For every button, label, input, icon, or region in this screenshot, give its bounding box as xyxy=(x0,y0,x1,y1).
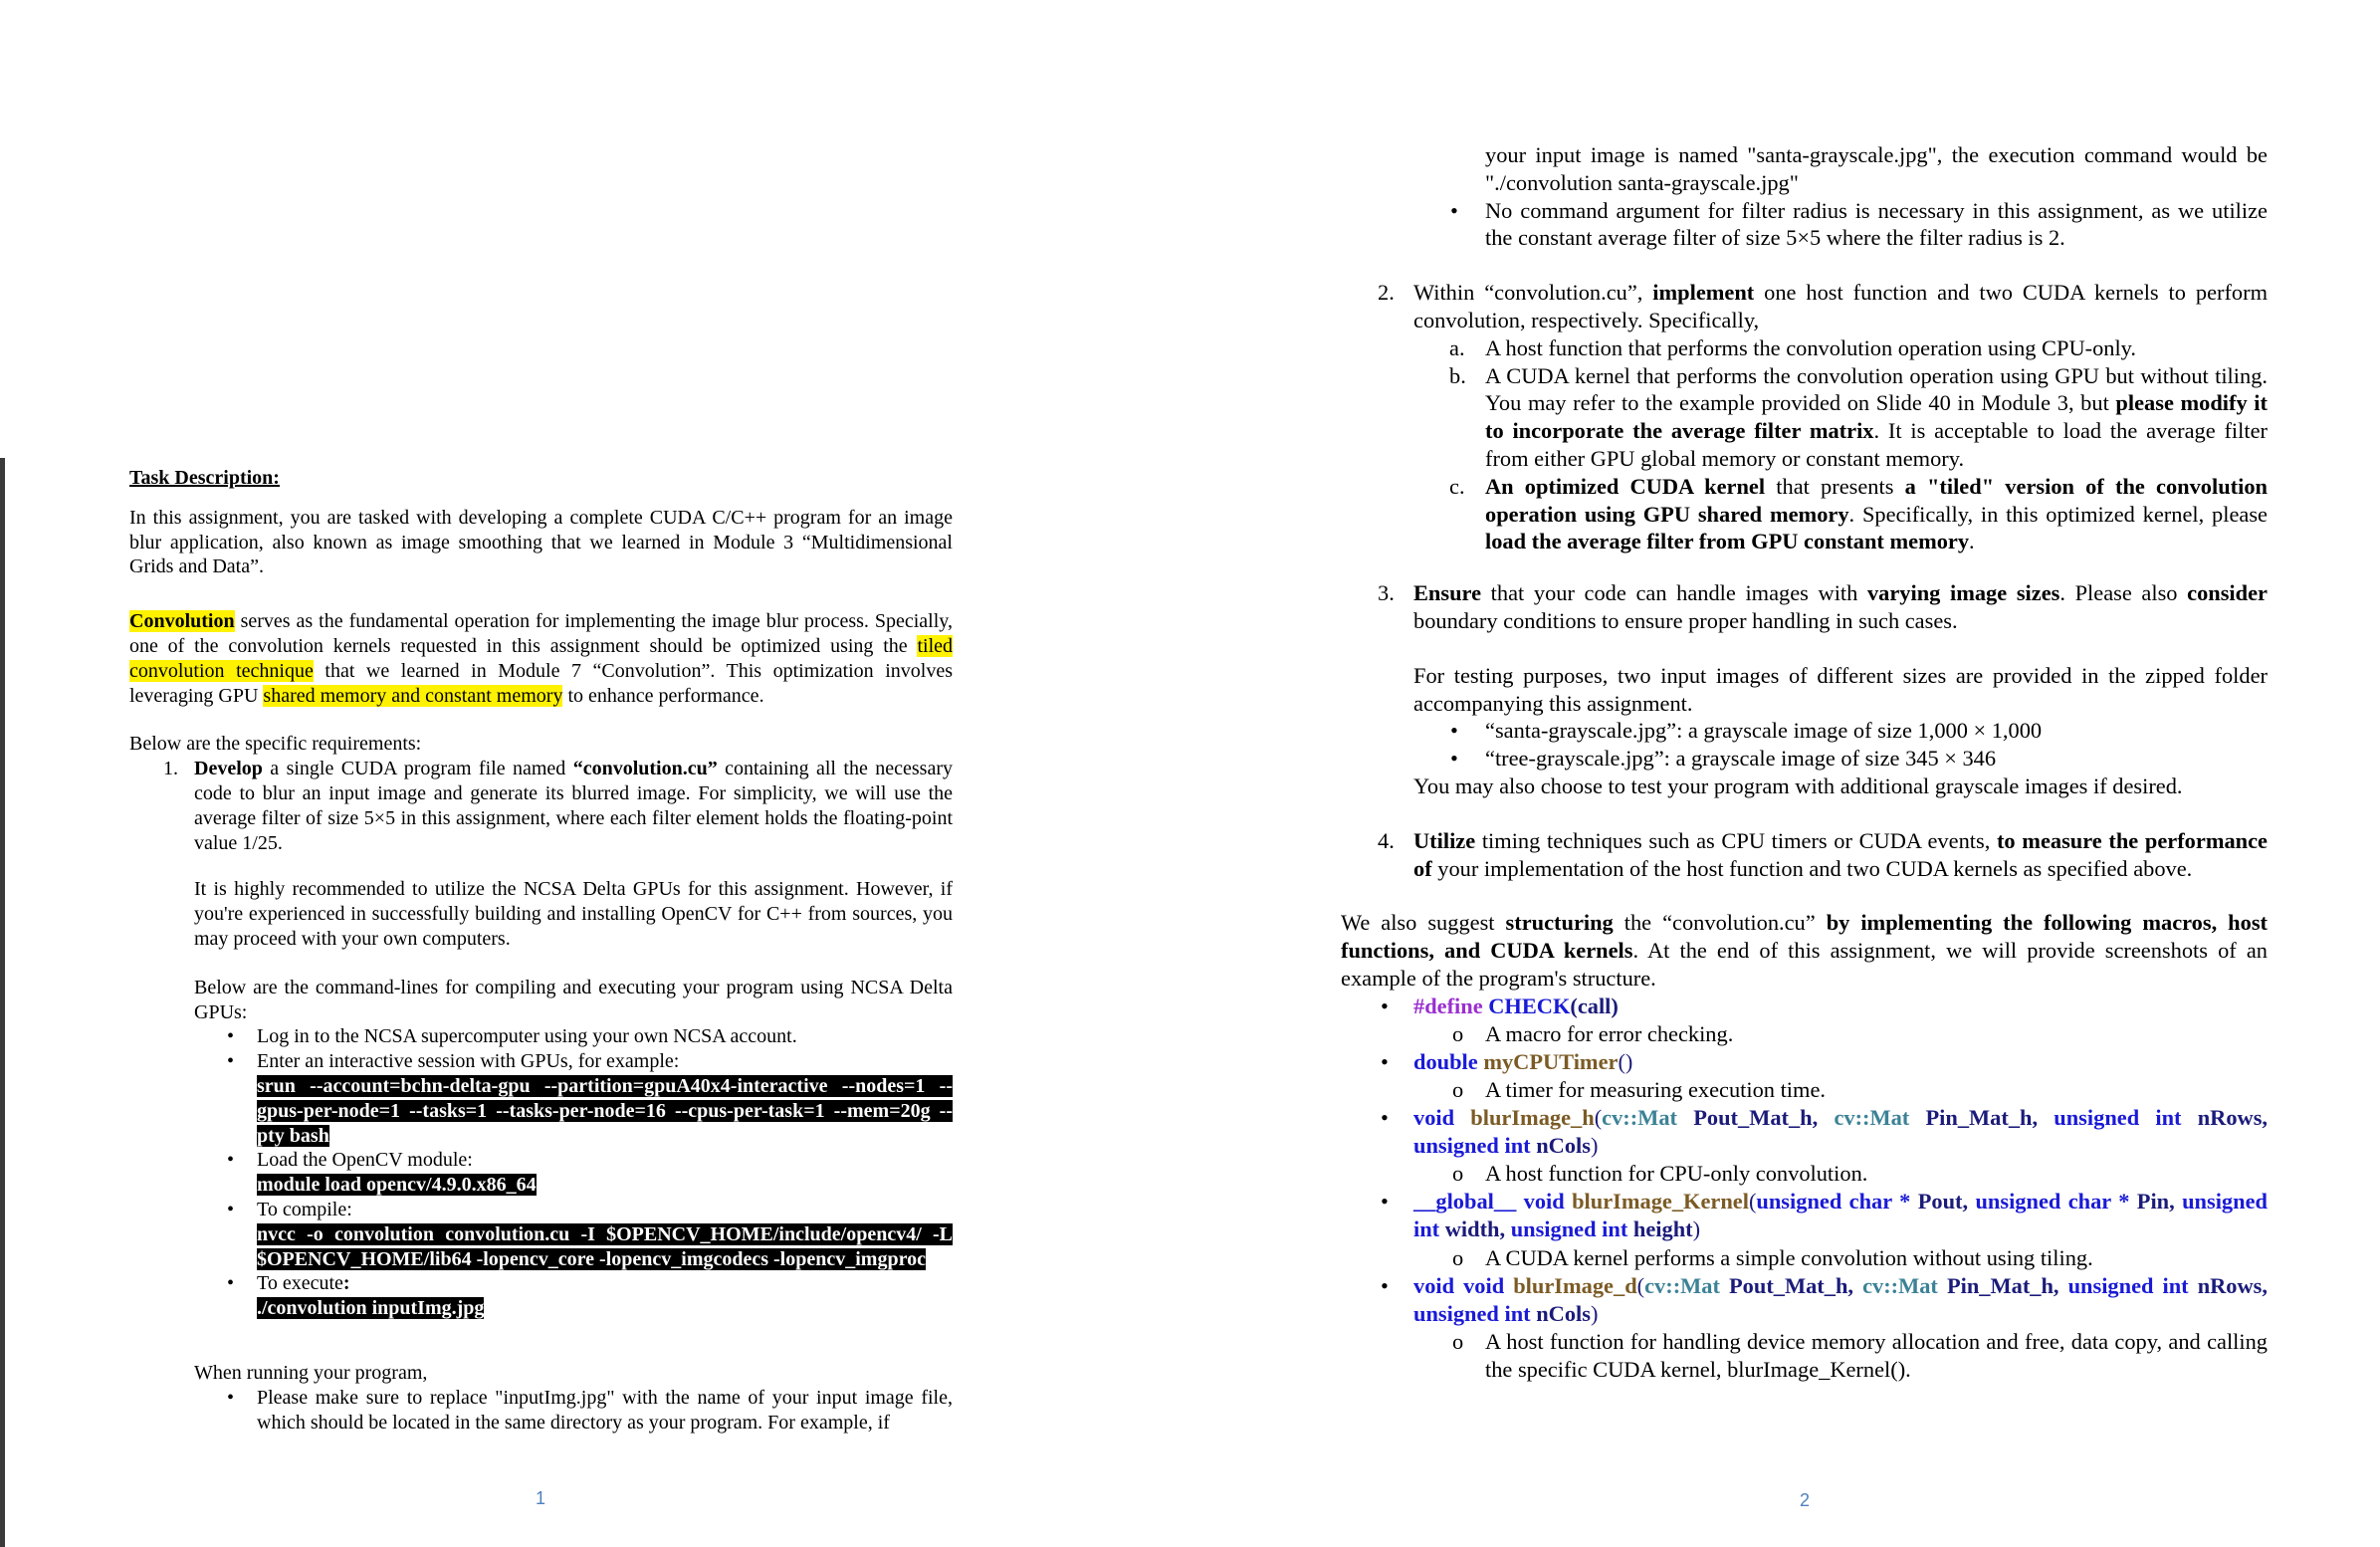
text-run: A timer for measuring execution time. xyxy=(1485,1077,1826,1102)
text-run: “santa-grayscale.jpg”: a grayscale image of size 1,000 × 1,000 xyxy=(1485,718,2043,744)
text-run: ( xyxy=(1594,1105,1603,1131)
list-number: 4. xyxy=(1378,827,1395,853)
execution-example-continued xyxy=(1341,141,2268,197)
text-run: ) xyxy=(1590,1133,1599,1159)
text-run: No command argument for filter radius is necessary in this assignment, as we utilize the constant average filter of size 5×5 where the filter radius is 2. xyxy=(1485,197,2268,251)
list-item xyxy=(1341,1048,2268,1104)
text-run: Utilize xyxy=(1413,827,1476,853)
text-run: cv::Mat xyxy=(1862,1272,1938,1298)
text-run: blurImage_h xyxy=(1454,1105,1595,1131)
text-run: For testing purposes, two input images of different sizes are provided in the zipped folder accompanying this assignment. xyxy=(1413,662,2268,716)
list-item xyxy=(1341,717,2268,745)
blur-kernel-description xyxy=(1485,1244,2268,1272)
text-run: ( xyxy=(1748,1189,1757,1215)
text-run: Pout_Mat_h, xyxy=(1719,1272,1863,1298)
requirement-4-text xyxy=(1413,827,2268,883)
list-item xyxy=(1341,1104,2268,1188)
step-execute xyxy=(257,1271,953,1296)
check-macro-description xyxy=(1485,1020,2268,1048)
sub-bullet-icon: o xyxy=(1452,1244,1464,1270)
sub-bullet-icon: o xyxy=(1452,1077,1464,1102)
text-run: your implementation of the host function and two CUDA kernels as specified above. xyxy=(1431,855,2193,881)
nvcc-command[interactable] xyxy=(257,1222,953,1272)
page-number-2: 2 xyxy=(1800,1490,1811,1510)
requirements-intro xyxy=(129,732,953,757)
text-run: Convolution xyxy=(129,610,235,633)
text-run: unsigned int xyxy=(1510,1216,1628,1242)
text-run: one host function and two CUDA kernels to perform convolution, respectively. Specifically, xyxy=(1413,280,2268,332)
bullet-icon: • xyxy=(227,1050,235,1073)
step-login xyxy=(257,1024,953,1049)
additional-images-note xyxy=(1341,773,2268,800)
code-text: module load opencv/4.9.0.x86_64 xyxy=(257,1174,537,1197)
list-item xyxy=(1341,993,2268,1048)
text-run: . At the end of this assignment, we will provide screenshots of an example of the program's structure. xyxy=(1341,938,2268,991)
execute-command[interactable] xyxy=(257,1296,953,1321)
text-run: Enter an interactive session with GPUs, for example: xyxy=(257,1050,680,1073)
text-run: varying image sizes xyxy=(1866,580,2060,606)
text-run: blurImage_d xyxy=(1504,1272,1637,1298)
convolution-paragraph xyxy=(129,609,953,708)
text-run: Task Description: xyxy=(129,467,280,489)
text-run: that we learned in Module 7 “Convolution”. This optimization involves leveraging GPU xyxy=(129,659,953,707)
when-running-paragraph xyxy=(129,1361,953,1386)
task-description-heading xyxy=(129,466,953,491)
text-run: A host function that performs the convolution operation using CPU-only. xyxy=(1485,334,2137,360)
requirement-2-subitems xyxy=(1341,334,2268,555)
requirement-1 xyxy=(129,757,953,855)
list-item xyxy=(1341,197,2268,253)
list-item xyxy=(129,1148,953,1198)
text-run: please modify it to incorporate the average filter matrix xyxy=(1485,390,2268,444)
text-run: It is highly recommended to utilize the NCSA Delta GPUs for this assignment. However, if you're experienced in successfully building and installing OpenCV for C++ from sources, you may proceed with your own computers. xyxy=(194,878,953,950)
tree-image-info xyxy=(1485,745,2268,773)
bullet-icon: • xyxy=(1450,197,1458,223)
text-run: cv:: xyxy=(1602,1105,1638,1131)
text-run: To execute xyxy=(257,1272,343,1295)
text-run: nCols xyxy=(1530,1300,1591,1326)
text-run: Pout, xyxy=(1910,1189,1976,1215)
text-run: We also suggest xyxy=(1341,910,1506,936)
text-run: . Please also xyxy=(2059,580,2188,606)
text-run: to measure the performance of xyxy=(1413,827,2268,881)
santa-image-info xyxy=(1485,717,2268,745)
text-run: “convolution.cu” xyxy=(572,758,718,780)
bullet-icon: • xyxy=(1381,1272,1389,1298)
text-run: cv::Mat xyxy=(1834,1105,1910,1131)
list-item xyxy=(1413,1020,2268,1048)
page-1 xyxy=(129,466,953,1435)
text-run: nRows, xyxy=(2181,1105,2269,1131)
intro-paragraph xyxy=(129,506,953,579)
text-run: Load the OpenCV module: xyxy=(257,1149,473,1172)
text-run: load the average filter from GPU constant memory xyxy=(1485,529,1970,554)
code-text: srun --account=bchn-delta-gpu --partition=gpuA40x4-interactive --nodes=1 --gpus-per-node=1 --tasks=1 --tasks-per-node=16 --cpus-per-task=1 --mem=20g --pty bash xyxy=(257,1074,953,1147)
requirement-3-text xyxy=(1413,579,2268,635)
requirement-2b-text xyxy=(1485,362,2268,473)
text-run: tiled convolution technique xyxy=(129,634,953,682)
srun-command[interactable] xyxy=(257,1074,953,1148)
text-run: (call) xyxy=(1570,993,1619,1018)
text-run: unsigned char * xyxy=(1975,1189,2130,1215)
list-item xyxy=(1413,1328,2268,1384)
text-run: Pin, xyxy=(2129,1189,2183,1215)
requirement-2a-text xyxy=(1485,334,2268,362)
text-run: Below are the specific requirements: xyxy=(129,733,422,756)
step-compile xyxy=(257,1198,953,1222)
text-run: unsigned int xyxy=(2054,1105,2182,1131)
testing-paragraph xyxy=(1341,662,2268,718)
blur-device-description xyxy=(1485,1328,2268,1384)
module-command[interactable] xyxy=(257,1173,953,1198)
list-item xyxy=(129,1386,953,1436)
text-run: A CUDA kernel performs a simple convolution without using tiling. xyxy=(1485,1244,2093,1270)
bullet-icon: • xyxy=(1381,1105,1389,1131)
sub-bullet-icon: o xyxy=(1452,1328,1464,1354)
text-run: Mat xyxy=(1637,1105,1678,1131)
text-run: double xyxy=(1413,1048,1478,1074)
blur-device-signature xyxy=(1413,1272,2268,1328)
text-run: timing techniques such as CPU timers or CUDA events, xyxy=(1475,827,1997,853)
test-images-list xyxy=(1341,717,2268,773)
bullet-icon: • xyxy=(1450,746,1458,772)
list-letter: c. xyxy=(1449,473,1465,499)
text-run: implement xyxy=(1652,280,1755,306)
list-item xyxy=(129,1198,953,1271)
list-item xyxy=(1341,745,2268,773)
bullet-icon: • xyxy=(227,1025,235,1048)
structure-suggestion-paragraph xyxy=(1341,909,2268,992)
requirement-2 xyxy=(1341,279,2268,334)
text-run: ( xyxy=(1636,1272,1645,1298)
code-text: nvcc -o convolution convolution.cu -I $OPENCV_HOME/include/opencv4/ -L $OPENCV_HOME/lib64 -lopencv_core -lopencv_imgcodecs -lopencv_imgproc xyxy=(257,1222,953,1270)
text-run: “tree-grayscale.jpg”: a grayscale image of size 345 × 346 xyxy=(1485,746,1997,772)
text-run: structuring xyxy=(1505,910,1614,936)
check-macro-signature xyxy=(1413,993,2268,1020)
text-run: CHECK xyxy=(1482,993,1571,1018)
text-run: A macro for error checking. xyxy=(1485,1020,1734,1046)
list-item xyxy=(129,1049,953,1148)
bullet-icon: • xyxy=(1381,1189,1389,1215)
text-run: myCPUTimer xyxy=(1477,1048,1619,1074)
text-run: consider xyxy=(2187,580,2268,606)
sub-bullet-icon: o xyxy=(1452,1161,1464,1187)
text-run: A CUDA kernel that performs the convolution operation using GPU but without tiling. You may refer to the example provided on Slide 40 in Module 3, but xyxy=(1485,362,2268,416)
text-run: a single CUDA program file named xyxy=(262,758,573,780)
text-run: Log in to the NCSA supercomputer using your own NCSA account. xyxy=(257,1025,797,1048)
text-run: #define xyxy=(1413,993,1483,1018)
text-run: your input image is named "santa-grayscale.jpg", the execution command would be "./convolution santa-grayscale.jpg" xyxy=(1485,142,2268,195)
text-run: that presents xyxy=(1765,473,1905,499)
list-item xyxy=(1341,1272,2268,1384)
text-run: An optimized CUDA kernel xyxy=(1485,473,1766,499)
text-run: When running your program, xyxy=(194,1361,428,1384)
step-load-module xyxy=(257,1148,953,1173)
text-run: by implementing the following macros, host functions, and CUDA kernels xyxy=(1341,910,2269,964)
bullet-icon: • xyxy=(227,1198,235,1220)
page-2 xyxy=(1341,141,2268,1384)
text-run: . Specifically, in this optimized kernel, please xyxy=(1848,501,2268,527)
list-item xyxy=(129,1271,953,1321)
recommendation-paragraph xyxy=(129,877,953,951)
text-run: containing all the necessary code to blur an input image and generate its blurred image. For simplicity, we will use the average filter of size 5×5 in this assignment, where each filter element holds the floating-point value 1/25. xyxy=(194,758,953,854)
text-run: . xyxy=(1969,529,1975,554)
bullet-icon: • xyxy=(227,1272,235,1295)
text-run: unsigned int xyxy=(1413,1300,1531,1326)
command-lines-paragraph xyxy=(129,976,953,1025)
list-item xyxy=(1341,334,2268,362)
page-number-1: 1 xyxy=(536,1488,546,1508)
text-run: that your code can handle images with xyxy=(1481,580,1867,606)
text-run: Please make sure to replace "inputImg.jpg" with the name of your input image file, which should be located in the same directory as your program. For example, if xyxy=(257,1386,953,1434)
text-run: serves as the fundamental operation for implementing the image blur process. Specially, one of the convolution kernels requested in this assignment should be optimized using the xyxy=(129,610,953,657)
text-run: __global__ void xyxy=(1413,1189,1565,1215)
bullet-icon: • xyxy=(227,1386,235,1409)
blur-host-signature xyxy=(1413,1104,2268,1160)
text-run: boundary conditions to ensure proper handling in such cases. xyxy=(1413,607,1958,633)
text-run: ) xyxy=(1692,1216,1701,1242)
blur-kernel-signature xyxy=(1413,1188,2268,1243)
list-number: 3. xyxy=(1378,580,1395,606)
text-run: nRows, xyxy=(2188,1272,2268,1298)
text-run: . It is acceptable to load the average filter from either GPU global memory or constant memory. xyxy=(1485,418,2268,471)
list-item xyxy=(1341,362,2268,473)
bullet-icon: • xyxy=(1381,1048,1389,1074)
list-item xyxy=(1413,1244,2268,1272)
bullet-icon: • xyxy=(227,1149,235,1172)
text-run: Ensure xyxy=(1413,580,1482,606)
blur-host-description xyxy=(1485,1160,2268,1188)
text-run: height xyxy=(1627,1216,1693,1242)
sub-bullet-icon: o xyxy=(1452,1020,1464,1046)
list-item xyxy=(1341,473,2268,555)
replace-input-note xyxy=(257,1386,953,1436)
window-edge-bar xyxy=(0,458,5,1547)
program-structure-list xyxy=(1341,993,2268,1384)
text-run: shared memory and constant memory xyxy=(263,684,563,707)
text-run: unsigned int xyxy=(1413,1189,2268,1242)
text-run: the “convolution.cu” xyxy=(1613,910,1827,936)
text-run: cv::Mat xyxy=(1644,1272,1720,1298)
text-run: Develop xyxy=(194,758,263,780)
text-run: Pout_Mat_h, xyxy=(1677,1105,1835,1131)
text-run: To compile: xyxy=(257,1198,352,1220)
text-run: void void xyxy=(1413,1272,1505,1298)
filter-radius-note xyxy=(1485,197,2268,253)
list-letter: b. xyxy=(1449,362,1466,388)
text-run: A host function for handling device memory allocation and free, data copy, and calling the specific CUDA kernel, blurImage_Kernel(). xyxy=(1485,1328,2268,1382)
text-run: width, xyxy=(1439,1216,1511,1242)
text-run: unsigned int xyxy=(1413,1133,1531,1159)
text-run: : xyxy=(342,1272,350,1295)
text-run: Within “convolution.cu”, xyxy=(1413,280,1653,306)
list-item xyxy=(1413,1160,2268,1188)
text-run: nCols xyxy=(1530,1133,1591,1159)
text-run: a "tiled" version of the convolution operation using GPU shared memory xyxy=(1485,473,2268,527)
requirement-2-text xyxy=(1413,279,2268,334)
list-number: 2. xyxy=(1378,280,1395,306)
text-run: In this assignment, you are tasked with developing a complete CUDA C/C++ program for an image blur application, also known as image smoothing that we learned in Module 3 “Multidimensional Grids and Data”. xyxy=(129,506,953,578)
list-item xyxy=(129,1024,953,1049)
text-run: () xyxy=(1618,1048,1633,1074)
text-run: A host function for CPU-only convolution. xyxy=(1485,1161,1868,1187)
text-run: Pin_Mat_h, xyxy=(1909,1105,2055,1131)
code-text: ./convolution inputImg.jpg xyxy=(257,1297,485,1320)
requirement-2c-text xyxy=(1485,473,2268,555)
text-run: void xyxy=(1413,1105,1455,1131)
requirement-3 xyxy=(1341,579,2268,635)
timer-signature xyxy=(1413,1048,2268,1076)
text-run: unsigned char * xyxy=(1756,1189,1911,1215)
list-letter: a. xyxy=(1449,334,1465,360)
requirement-4 xyxy=(1341,827,2268,883)
text-run: You may also choose to test your program with additional grayscale images if desired. xyxy=(1413,773,2183,798)
text-run: to enhance performance. xyxy=(562,684,764,707)
command-steps-list xyxy=(129,1024,953,1321)
bullet-icon: • xyxy=(1450,718,1458,744)
text-run: blurImage_Kernel xyxy=(1564,1189,1749,1215)
list-number: 1. xyxy=(163,758,178,780)
text-run: unsigned int xyxy=(2067,1272,2189,1298)
text-run: Below are the command-lines for compiling and executing your program using NCSA Delta GPUs: xyxy=(194,976,953,1023)
timer-description xyxy=(1485,1076,2268,1104)
bullet-icon: • xyxy=(1381,993,1389,1018)
step-session xyxy=(257,1049,953,1074)
list-item xyxy=(1413,1076,2268,1104)
list-item xyxy=(1341,1188,2268,1271)
requirement-1-text xyxy=(194,757,953,855)
text-run: Pin_Mat_h, xyxy=(1937,1272,2068,1298)
text-run: ) xyxy=(1590,1300,1599,1326)
